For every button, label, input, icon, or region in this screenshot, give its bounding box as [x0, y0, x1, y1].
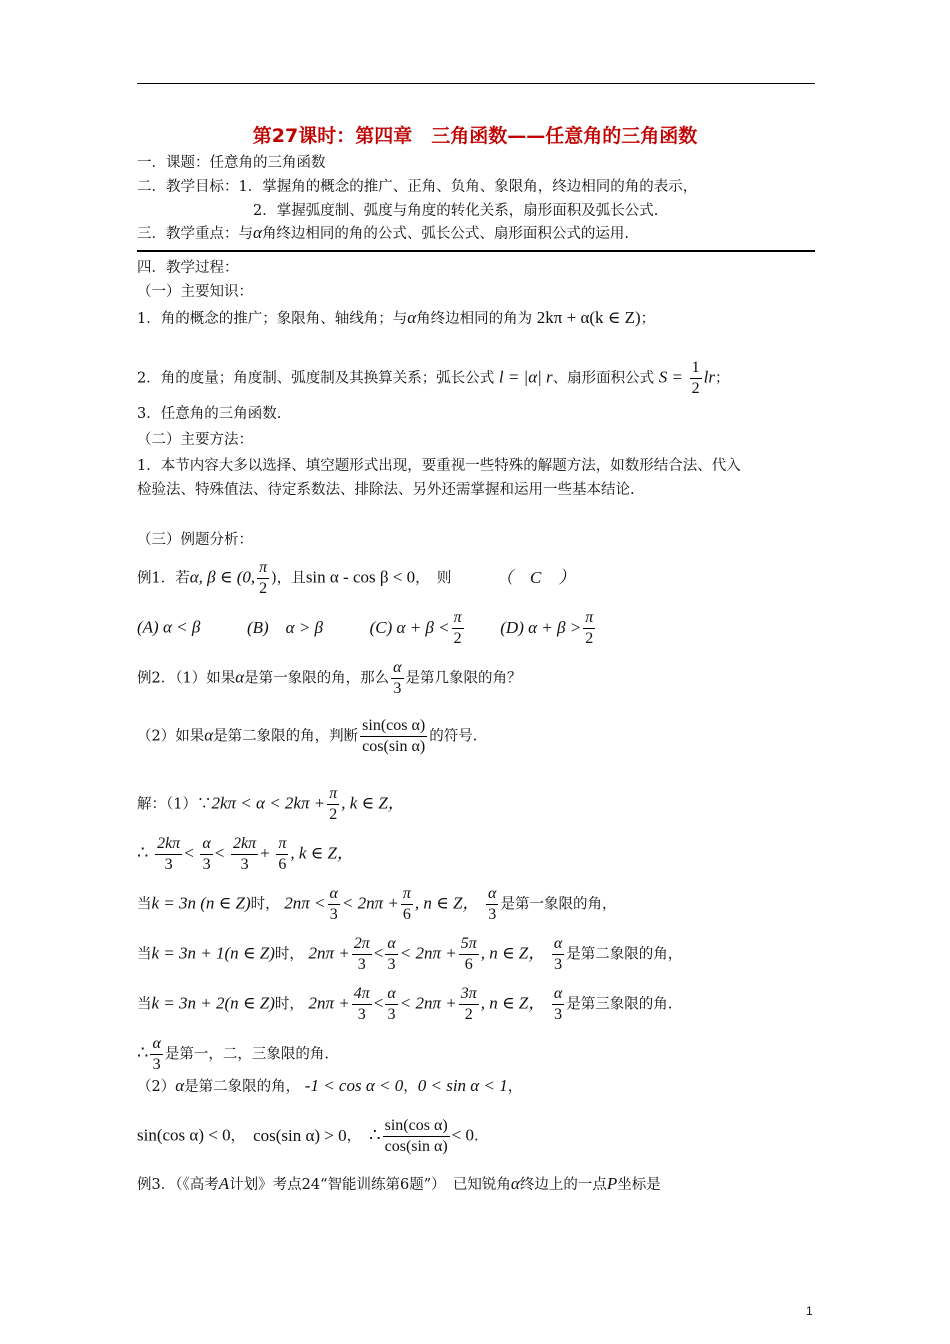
page-number: 1 [806, 1304, 813, 1318]
k1-text-2: 角终边相同的角为 [416, 311, 533, 327]
section-process: 四．教学过程： [137, 260, 239, 276]
solution-case-2: 当k = 3n + 1(n ∈ Z)时， 2nπ + $\frac{2\pi}{3}$ < $\frac{\alpha}{3}$ < 2nπ + $\frac{5\pi}{6}$ , n ∈ Z， $\frac{\alpha}{3}$ 是第二象限的角， [137, 935, 683, 973]
section-rule [137, 250, 815, 252]
example-1: 例1．若α, β ∈ (0, $\frac{\pi}{2}$ )，且sin α - cos β < 0， 则 （ C ） [137, 559, 576, 597]
section-focus [137, 223, 629, 244]
sector-area-label: S = [658, 367, 684, 387]
section-goals: 二．教学目标：1．掌握角的概念的推广、正角、负角、象限角，终边相同的角的表示， [137, 179, 698, 195]
k2-text: 2．角的度量；角度制、弧度制及其换算关系；弧长公式 [137, 370, 495, 387]
example-1-answer: （ C ） [495, 567, 576, 587]
solution-case-3: 当k = 3n + 2(n ∈ Z)时， 2nπ + $\frac{4\pi}{3}$ < $\frac{\alpha}{3}$ < 2nπ + $\frac{3\pi}{2}$ , n ∈ Z， $\frac{\alpha}{3}$ 是第三象限的角. [137, 985, 673, 1023]
subsection-knowledge: （一）主要知识： [137, 284, 253, 300]
header-rule [137, 83, 815, 84]
example-2-part-2: （2）如果α是第二象限的角，判断 $\frac{\text{sin(cos α)}}{\text{cos(sin α)}}$ 的符号. [137, 717, 478, 755]
subsection-examples: （三）例题分析： [137, 532, 253, 548]
fraction-half: $\frac{1}{2}$ [691, 359, 700, 397]
example-1-condition: sin α - cos β < 0 [305, 567, 416, 587]
k1-text: 1．角的概念的推广；象限角、轴线角；与 [137, 311, 408, 327]
methods-line-2: 检验法、特殊值法、待定系数法、排除法、另外还需掌握和运用一些基本结论. [137, 482, 635, 498]
example-3: 例3．（《高考A计划》考点24“智能训练第6题”） 已知锐角α终边上的一点P坐标是 [137, 1174, 661, 1193]
solution-line-1: 解：（1）∵2kπ < α < 2kπ + $\frac{\pi}{2}$ , k ∈ Z， [137, 785, 405, 823]
example-2-part-1: 例2．（1）如果α是第一象限的角，那么 $\frac{\alpha}{3}$ 是第几象限的角？ [137, 659, 522, 697]
solution-part-2-result: sin(cos α) < 0， cos(sin α) > 0， ∴ $\frac{\text{sin(cos α)}}{\text{cos(sin α)}}$ < 0. [137, 1117, 479, 1155]
option-b: (B) α > β [246, 617, 324, 637]
option-d: (D) α + β > [500, 617, 582, 637]
section-topic: 一．课题：任意角的三角函数 [137, 155, 326, 171]
sector-area-lr: lr [703, 367, 715, 387]
section-focus-label: 三．教学重点：与 [137, 226, 253, 242]
methods-line-1: 1．本节内容大多以选择、填空题形式出现，要重视一些特殊的解题方法，如数形结合法、代入 [137, 458, 741, 474]
arc-length-formula: l = |α| r [498, 367, 553, 387]
knowledge-item-3: 3．任意角的三角函数. [137, 406, 282, 422]
solution-case-1: 当k = 3n (n ∈ Z)时， 2nπ < $\frac{\alpha}{3}$ < 2nπ + $\frac{\pi}{6}$ , n ∈ Z， $\frac{\alpha}{3}$ 是第一象限的角， [137, 885, 617, 923]
subsection-methods: （二）主要方法： [137, 432, 253, 448]
k2-text-2: 、扇形面积公式 [552, 370, 655, 387]
example-1-options: (A) α < β (B) α > β (C) α + β < $\frac{\pi}{2}$ (D) α + β > $\frac{\pi}{2}$ [137, 609, 594, 647]
knowledge-item-2: 2．角的度量；角度制、弧度制及其换算关系；弧长公式 l = |α| r、扇形面积公式 S = $\frac{1}{2}$ lr； [137, 359, 730, 397]
knowledge-item-1: 1．角的概念的推广；象限角、轴线角；与α角终边相同的角为 2kπ + α(k ∈ Z)； [137, 308, 656, 327]
section-focus-text: 角终边相同的角的公式、弧长公式、扇形面积公式的运用. [261, 226, 630, 242]
fraction-pi-over-2: $\frac{\pi}{2}$ [259, 559, 268, 597]
coterminal-formula: 2kπ + α(k ∈ Z) [536, 308, 641, 327]
solution-part-2: （2）α是第二象限的角， -1 < cos α < 0，0 < sin α < 1， [137, 1076, 523, 1095]
alpha-symbol: α [407, 308, 417, 327]
alpha-symbol: α [253, 223, 262, 242]
option-c: (C) α + β < [369, 617, 450, 637]
section-goals-2: 2．掌握弧度制、弧度与角度的转化关系，扇形面积及弧长公式. [253, 203, 659, 219]
page-title: 第27课时：第四章 三角函数——任意角的三角函数 [252, 125, 698, 147]
solution-line-2: ∴ $\frac{2k\pi}{3}$ < $\frac{\alpha}{3}$ < $\frac{2k\pi}{3}$ + $\frac{\pi}{6}$ , k ∈ Z， [137, 835, 354, 873]
option-a: (A) α < β [137, 617, 201, 637]
solution-conclusion-1: ∴ $\frac{\alpha}{3}$ 是第一，二，三象限的角. [137, 1035, 329, 1073]
